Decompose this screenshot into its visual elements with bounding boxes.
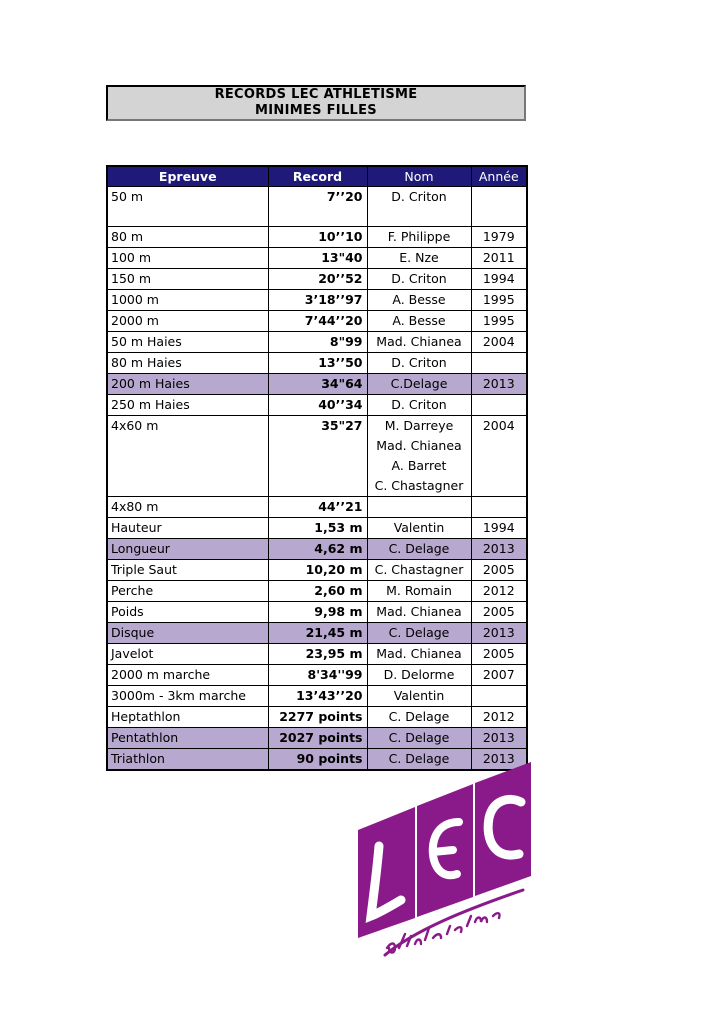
- cell-record: 8'34''99: [268, 665, 367, 686]
- athlete-name: C.Delage: [390, 376, 448, 391]
- table-row: [107, 686, 527, 707]
- cell-annee: 2005: [471, 644, 527, 665]
- cell-nom: [367, 374, 471, 395]
- cell-record: 10’’10: [268, 227, 367, 248]
- athlete-name: Mad. Chianea: [376, 438, 462, 453]
- cell-annee: 2013: [471, 623, 527, 644]
- cell-annee: 2004: [471, 332, 527, 353]
- table-row: [107, 623, 527, 644]
- table-row: [107, 227, 527, 248]
- cell-nom: [367, 311, 471, 332]
- lec-athletisme-logo: [355, 760, 535, 960]
- table-row: [107, 728, 527, 749]
- cell-record: 35"27: [268, 416, 367, 497]
- cell-annee: 2013: [471, 374, 527, 395]
- athlete-name: Valentin: [393, 688, 445, 703]
- cell-record: 7’’20: [268, 187, 367, 227]
- cell-record: 23,95 m: [268, 644, 367, 665]
- cell-nom: [367, 644, 471, 665]
- table-row: [107, 497, 527, 518]
- records-table-body: [107, 187, 527, 771]
- cell-record: 13"40: [268, 248, 367, 269]
- column-header-epreuve: Epreuve: [107, 166, 268, 187]
- cell-epreuve: Disque: [107, 623, 268, 644]
- column-header-annee: Année: [471, 166, 527, 187]
- cell-epreuve: Javelot: [107, 644, 268, 665]
- cell-epreuve: 4x80 m: [107, 497, 268, 518]
- cell-record: 10,20 m: [268, 560, 367, 581]
- cell-record: 20’’52: [268, 269, 367, 290]
- cell-nom: [367, 707, 471, 728]
- cell-epreuve: 150 m: [107, 269, 268, 290]
- athlete-name: A. Barret: [391, 458, 447, 473]
- cell-annee: 1994: [471, 269, 527, 290]
- cell-epreuve: 200 m Haies: [107, 374, 268, 395]
- cell-epreuve: 250 m Haies: [107, 395, 268, 416]
- cell-nom: [367, 728, 471, 749]
- cell-epreuve: 80 m: [107, 227, 268, 248]
- cell-annee: [471, 353, 527, 374]
- cell-nom: [367, 560, 471, 581]
- athlete-name: D. Criton: [391, 189, 447, 204]
- athlete-name: D. Criton: [391, 355, 447, 370]
- table-row: [107, 416, 527, 497]
- table-row: [107, 518, 527, 539]
- cell-annee: 2013: [471, 539, 527, 560]
- cell-nom: [367, 353, 471, 374]
- table-header-row: [107, 166, 527, 187]
- cell-record: 7’44’’20: [268, 311, 367, 332]
- cell-record: 21,45 m: [268, 623, 367, 644]
- cell-annee: [471, 187, 527, 227]
- cell-annee: 2005: [471, 560, 527, 581]
- table-row: [107, 539, 527, 560]
- cell-record: 44’’21: [268, 497, 367, 518]
- table-row: [107, 560, 527, 581]
- cell-epreuve: 2000 m: [107, 311, 268, 332]
- table-row: [107, 374, 527, 395]
- table-row: [107, 332, 527, 353]
- athlete-name: C. Delage: [388, 751, 450, 766]
- table-row: [107, 290, 527, 311]
- cell-annee: 2013: [471, 728, 527, 749]
- cell-record: 13’43’’20: [268, 686, 367, 707]
- cell-nom: [367, 248, 471, 269]
- table-row: [107, 269, 527, 290]
- column-header-record: Record: [268, 166, 367, 187]
- table-row: [107, 395, 527, 416]
- athlete-name: A. Besse: [392, 292, 446, 307]
- cell-epreuve: 50 m Haies: [107, 332, 268, 353]
- cell-nom: [367, 416, 471, 497]
- athlete-name: E. Nze: [399, 250, 439, 265]
- cell-nom: [367, 395, 471, 416]
- athlete-name: D. Delorme: [383, 667, 455, 682]
- cell-record: 3’18’’97: [268, 290, 367, 311]
- cell-epreuve: 80 m Haies: [107, 353, 268, 374]
- cell-annee: [471, 497, 527, 518]
- cell-annee: 2013: [471, 749, 527, 771]
- athlete-name: C. Delage: [388, 625, 450, 640]
- title-line-2: MINIMES FILLES: [255, 103, 377, 118]
- cell-annee: 2007: [471, 665, 527, 686]
- logo-letter-blocks: [358, 762, 531, 938]
- athlete-name: C. Delage: [388, 541, 450, 556]
- cell-annee: 2004: [471, 416, 527, 497]
- cell-record: 2,60 m: [268, 581, 367, 602]
- athlete-name: D. Criton: [391, 271, 447, 286]
- cell-epreuve: Perche: [107, 581, 268, 602]
- table-row: [107, 248, 527, 269]
- cell-record: 90 points: [268, 749, 367, 771]
- cell-nom: [367, 187, 471, 227]
- athlete-name: Mad. Chianea: [376, 604, 462, 619]
- cell-record: 2277 points: [268, 707, 367, 728]
- cell-record: 2027 points: [268, 728, 367, 749]
- cell-record: 9,98 m: [268, 602, 367, 623]
- cell-record: 1,53 m: [268, 518, 367, 539]
- cell-epreuve: 1000 m: [107, 290, 268, 311]
- logo-block-c: [475, 762, 531, 896]
- cell-nom: [367, 290, 471, 311]
- cell-nom: [367, 623, 471, 644]
- cell-nom: [367, 602, 471, 623]
- document-title-box: [106, 85, 526, 121]
- cell-record: 13’’50: [268, 353, 367, 374]
- cell-annee: 2012: [471, 581, 527, 602]
- cell-annee: 1979: [471, 227, 527, 248]
- athlete-name: Valentin: [393, 520, 445, 535]
- cell-nom: [367, 686, 471, 707]
- table-row: [107, 581, 527, 602]
- cell-annee: 2005: [471, 602, 527, 623]
- athlete-name: F. Philippe: [387, 229, 451, 244]
- cell-epreuve: Poids: [107, 602, 268, 623]
- cell-record: 34"64: [268, 374, 367, 395]
- cell-epreuve: 100 m: [107, 248, 268, 269]
- cell-epreuve: Triathlon: [107, 749, 268, 771]
- records-table: [106, 165, 528, 771]
- cell-annee: [471, 395, 527, 416]
- cell-epreuve: 3000m - 3km marche: [107, 686, 268, 707]
- cell-annee: 1995: [471, 311, 527, 332]
- athlete-name: Mad. Chianea: [376, 334, 462, 349]
- table-row: [107, 602, 527, 623]
- cell-epreuve: Triple Saut: [107, 560, 268, 581]
- table-row: [107, 644, 527, 665]
- table-row: [107, 311, 527, 332]
- table-row: [107, 353, 527, 374]
- cell-nom: [367, 269, 471, 290]
- cell-epreuve: Hauteur: [107, 518, 268, 539]
- cell-record: 8"99: [268, 332, 367, 353]
- athlete-name: C. Delage: [388, 709, 450, 724]
- cell-nom: [367, 497, 471, 518]
- athlete-name: C. Chastagner: [374, 478, 464, 493]
- cell-nom: [367, 332, 471, 353]
- column-header-nom: Nom: [367, 166, 471, 187]
- athlete-name: M. Darreye: [384, 418, 454, 433]
- cell-nom: [367, 518, 471, 539]
- cell-annee: [471, 686, 527, 707]
- cell-epreuve: Pentathlon: [107, 728, 268, 749]
- athlete-name: A. Besse: [392, 313, 446, 328]
- title-line-1: RECORDS LEC ATHLETISME: [214, 87, 418, 102]
- cell-annee: 2012: [471, 707, 527, 728]
- table-row: [107, 707, 527, 728]
- athlete-name: C. Delage: [388, 730, 450, 745]
- cell-epreuve: Longueur: [107, 539, 268, 560]
- athlete-name: M. Romain: [386, 583, 452, 598]
- athlete-name: D. Criton: [391, 397, 447, 412]
- cell-epreuve: Heptathlon: [107, 707, 268, 728]
- cell-epreuve: 2000 m marche: [107, 665, 268, 686]
- cell-nom: [367, 665, 471, 686]
- athlete-name: Mad. Chianea: [376, 646, 462, 661]
- cell-record: 40’’34: [268, 395, 367, 416]
- cell-epreuve: 4x60 m: [107, 416, 268, 497]
- cell-nom: [367, 581, 471, 602]
- cell-nom: [367, 539, 471, 560]
- cell-annee: 2011: [471, 248, 527, 269]
- cell-nom: [367, 227, 471, 248]
- table-row: [107, 187, 527, 227]
- athlete-name: C. Chastagner: [374, 562, 464, 577]
- cell-epreuve: 50 m: [107, 187, 268, 227]
- table-row: [107, 665, 527, 686]
- cell-annee: 1994: [471, 518, 527, 539]
- cell-record: 4,62 m: [268, 539, 367, 560]
- cell-annee: 1995: [471, 290, 527, 311]
